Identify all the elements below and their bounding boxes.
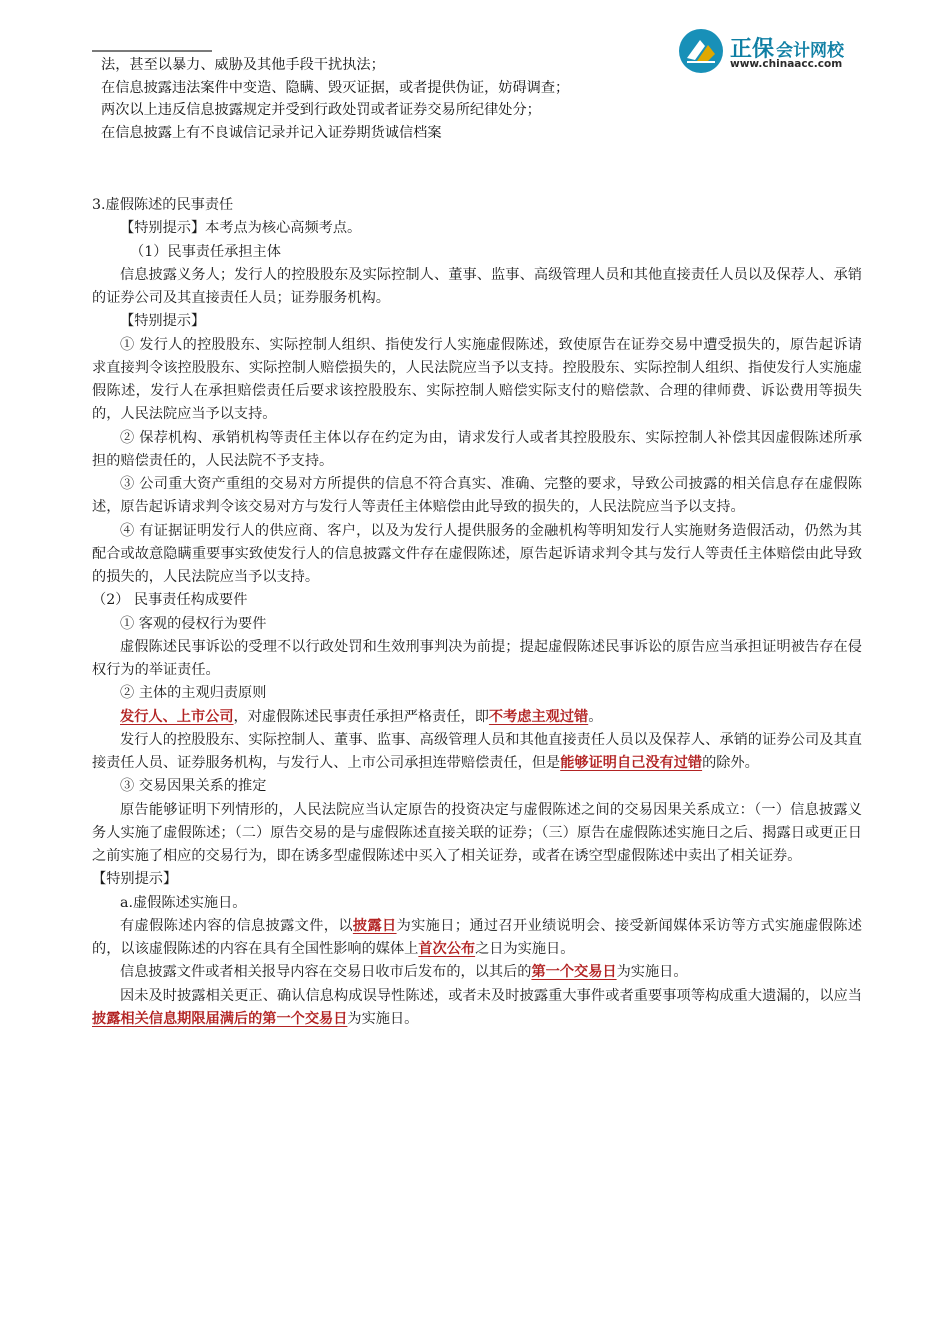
special-tip: 【特别提示】	[120, 313, 206, 330]
text: 有虚假陈述内容的信息披露文件，以	[120, 917, 353, 934]
paragraph: ① 发行人的控股股东、实际控制人组织、指使发行人实施虚假陈述，致使原告在证券交易中遭受损失的，原告起诉请求直接判令该控股股东、实际控制人赔偿损失的，人民法院应当予以支持。控股股东、实际控制人组织、指使发行人实施虚假陈述，发行人在承担赔偿责任后要求该控股股东、实际控制人赔偿实际支付的赔偿款、合理的律师费、诉讼费用等损失的，人民法院应当予以支持。	[92, 336, 862, 423]
special-tip: 【特别提示】	[92, 871, 178, 888]
text: ，对虚假陈述民事责任承担严格责任，即	[233, 708, 489, 725]
document-body	[92, 194, 862, 1031]
requirement-title: ① 客观的侵权行为要件	[120, 615, 267, 632]
paragraph: ② 保荐机构、承销机构等责任主体以存在约定为由，请求发行人或者其控股股东、实际控制人补偿其因虚假陈述所承担的赔偿责任的，人民法院不予支持。	[92, 429, 862, 469]
text: 为实施日；通过召开业绩说明会、接受新闻媒体采访等方式实施虚假陈述的，以该虚假陈述的内容在具有全国性影响的媒体上	[92, 917, 862, 957]
subsection-title: （1）民事责任承担主体	[130, 243, 281, 260]
subsection-title: a.虚假陈述实施日。	[120, 894, 247, 911]
top-list	[101, 54, 569, 144]
paragraph	[92, 961, 862, 984]
paragraph: ④ 有证据证明发行人的供应商、客户，以及为发行人提供服务的金融机构等明知发行人实施财务造假活动，仍然为其配合或故意隐瞒重要事实致使发行人的信息披露文件存在虚假陈述，原告起诉请求判令其与发行人等责任主体赔偿由此导致的损失的，人民法院应当予以支持。	[92, 522, 862, 585]
requirement-title: ③ 交易因果关系的推定	[120, 778, 267, 795]
highlight: 披露相关信息期限届满后的第一个交易日	[92, 1010, 348, 1027]
subsection-title: （2） 民事责任构成要件	[92, 592, 248, 609]
highlight: 发行人、上市公司	[120, 708, 234, 725]
highlight: 能够证明自己没有过错	[560, 755, 703, 771]
top-list-line: 在信息披露上有不良诚信记录并记入证券期货诚信档案	[101, 124, 442, 141]
text: 为实施日。	[347, 1010, 419, 1027]
logo-emblem-icon	[678, 28, 724, 74]
text: 为实施日。	[616, 964, 688, 981]
paragraph: ③ 公司重大资产重组的交易对方所提供的信息不符合真实、准确、完整的要求，导致公司披露的相关信息存在虚假陈述，原告起诉请求判令该交易对方与发行人等责任主体赔偿由此导致的损失的，人民法院应当予以支持。	[92, 476, 862, 516]
paragraph: 虚假陈述民事诉讼的受理不以行政处罚和生效刑事判决为前提；提起虚假陈述民事诉讼的原告应当承担证明被告存在侵权行为的举证责任。	[92, 638, 862, 678]
paragraph	[92, 915, 862, 962]
logo-url: www.chinaacc.com	[730, 58, 843, 70]
section-title: 3.虚假陈述的民事责任	[92, 197, 234, 213]
paragraph	[92, 985, 862, 1032]
highlight: 首次公布	[418, 941, 476, 957]
text: 信息披露文件或者相关报导内容在交易日收市后发布的，以其后的	[120, 964, 532, 981]
text: 。	[588, 708, 603, 725]
top-list-line: 法，甚至以暴力、威胁及其他手段干扰执法；	[101, 57, 385, 73]
logo-name-suffix: 会计网校	[776, 41, 845, 61]
top-list-line: 两次以上违反信息披露规定并受到行政处罚或者证券交易所纪律处分；	[101, 102, 541, 118]
text: 的除外。	[702, 755, 759, 771]
text: 之日为实施日。	[475, 941, 575, 957]
requirement-title: ② 主体的主观归责原则	[120, 685, 267, 702]
highlight: 不考虑主观过错	[488, 708, 589, 725]
highlight: 披露日	[352, 917, 397, 934]
clipped-text-line	[92, 46, 222, 53]
top-list-line: 在信息披露违法案件中变造、隐瞒、毁灭证据，或者提供伪证，妨碍调查；	[101, 79, 570, 96]
paragraph	[92, 729, 862, 776]
text: 发行人的控股股东、实际控制人、董事、监事、高级管理人员和其他直接责任人员以及保荐人、承销的证券公司及其直接责任人员、证券服务机构，与发行人、上市公司承担连带赔偿责任，但是	[92, 731, 862, 771]
text: 因未及时披露相关更正、确认信息构成误导性陈述，或者未及时披露重大事件或者重要事项等构成重大遗漏的，以应当	[120, 987, 862, 1004]
paragraph: 信息披露义务人；发行人的控股股东及实际控制人、董事、监事、高级管理人员和其他直接责任人员以及保荐人、承销的证券公司及其直接责任人员；证券服务机构。	[92, 266, 862, 306]
logo-name-prefix: 正保	[730, 37, 775, 62]
special-tip: 【特别提示】本考点为核心高频考点。	[120, 220, 362, 237]
logo	[678, 28, 878, 76]
highlight: 第一个交易日	[531, 964, 617, 981]
paragraph	[92, 706, 862, 729]
paragraph: 原告能够证明下列情形的，人民法院应当认定原告的投资决定与虚假陈述之间的交易因果关系成立：（一）信息披露义务人实施了虚假陈述；（二）原告交易的是与虚假陈述直接关联的证券；（三）原告在虚假陈述实施日之后、揭露日或更正日之前实施了相应的交易行为，即在诱多型虚假陈述中买入了相关证券，或者在诱空型虚假陈述中卖出了相关证券。	[92, 801, 862, 864]
